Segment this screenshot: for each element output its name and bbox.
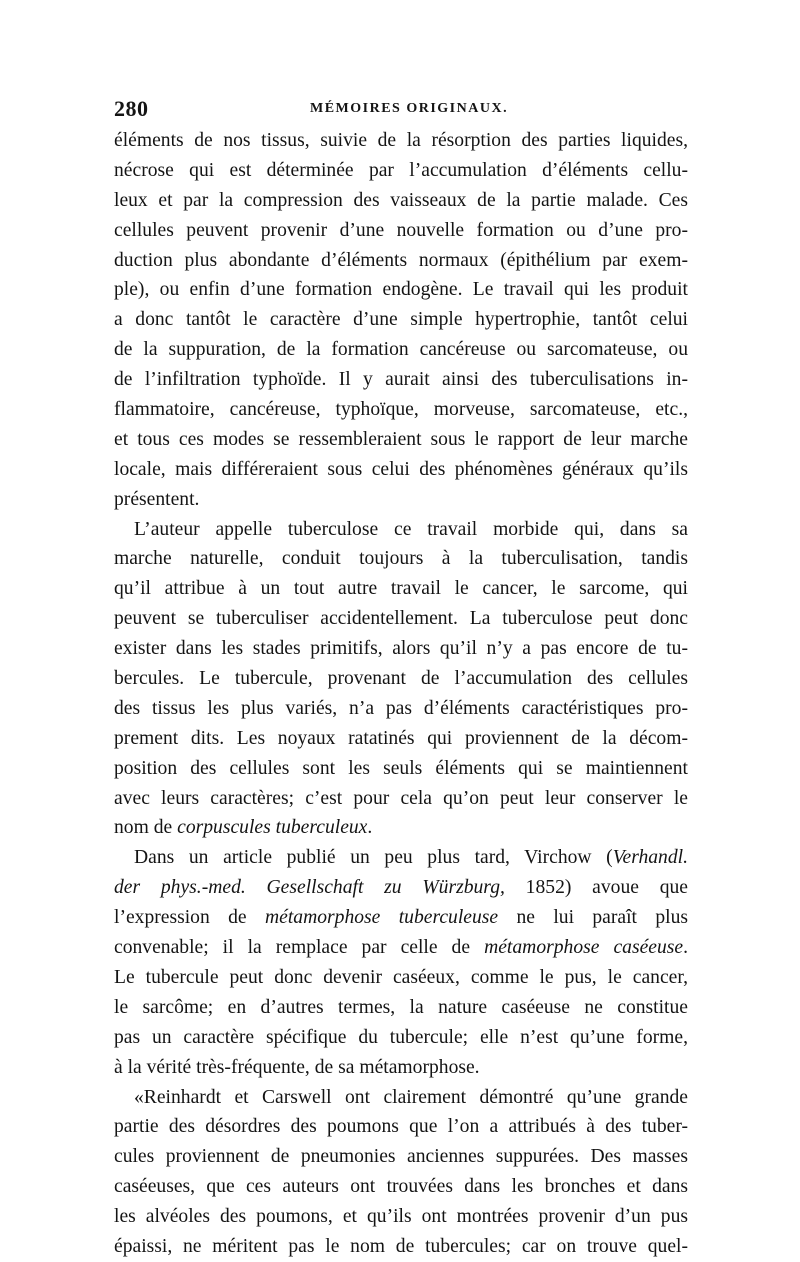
text-line: [114, 993, 688, 1023]
text-line: [114, 1112, 688, 1142]
text-line: [114, 724, 688, 754]
text-line: [114, 156, 688, 186]
italic-text: métamorphose tuberculeuse: [264, 907, 499, 929]
text-segment: partie des désordres des poumons que l’on a attribués à des tuber-: [114, 1116, 688, 1138]
text-segment: cules proviennent de pneumonies anciennes suppurées. Des masses: [114, 1146, 688, 1168]
text-line: [114, 1202, 688, 1232]
text-segment: flammatoire, cancéreuse, typhoïque, morveuse, sarcomateuse, etc.,: [114, 399, 688, 421]
text-line: [114, 216, 688, 246]
text-segment: de l’infiltration typhoïde. Il y aurait ainsi des tuberculisations in-: [114, 369, 688, 391]
text-line: [114, 186, 688, 216]
page-number: 280: [114, 96, 149, 121]
text-segment: convenable; il la remplace par celle de: [114, 937, 485, 959]
italic-text: Verhandl.: [612, 847, 688, 869]
text-segment: exister dans les stades primitifs, alors qu’il n’y a pas encore de tu-: [114, 638, 688, 660]
running-head: [114, 96, 688, 126]
text-line: [114, 126, 688, 156]
running-title: MÉMOIRES ORIGINAUX.: [310, 101, 509, 116]
text-segment: a donc tantôt le caractère d’une simple hypertrophie, tantôt celui: [114, 309, 688, 331]
italic-text: der phys.-med. Gesellschaft zu Würzburg,: [114, 877, 505, 899]
text-line: [114, 694, 688, 724]
text-line: [114, 455, 688, 485]
text-line: [114, 515, 688, 545]
text-segment: pas un caractère spécifique du tubercule; elle n’est qu’une forme,: [114, 1026, 688, 1048]
text-segment: locale, mais différeraient sous celui des phénomènes généraux qu’ils: [114, 458, 688, 480]
text-segment: nécrose qui est déterminée par l’accumulation d’éléments cellu-: [114, 159, 688, 181]
text-segment: bercules. Le tubercule, provenant de l’accumulation des cellules: [114, 668, 688, 690]
document-page: [114, 96, 688, 1262]
text-line: [114, 754, 688, 784]
text-segment: L’auteur appelle tuberculose ce travail morbide qui, dans sa: [134, 518, 688, 540]
text-segment: qu’il attribue à un tout autre travail le cancer, le sarcome, qui: [114, 578, 688, 600]
text-line: [114, 873, 688, 903]
text-line: [114, 843, 688, 873]
text-line: [114, 664, 688, 694]
italic-text: métamorphose caséeuse: [484, 937, 684, 959]
text-line: [114, 604, 688, 634]
text-segment: de la suppuration, de la formation cancéreuse ou sarcomateuse, ou: [114, 339, 688, 361]
text-line: [114, 963, 688, 993]
text-line: [114, 1142, 688, 1172]
text-line: [114, 1023, 688, 1053]
text-line: [114, 784, 688, 814]
text-line: [114, 275, 688, 305]
text-line: [114, 1232, 688, 1262]
text-line: [114, 544, 688, 574]
text-segment: «Reinhardt et Carswell ont clairement démontré qu’une grande: [134, 1086, 688, 1108]
text-segment: marche naturelle, conduit toujours à la tuberculisation, tandis: [114, 548, 688, 570]
text-line: [114, 335, 688, 365]
text-line: [114, 1053, 688, 1083]
text-line: [114, 813, 688, 843]
text-segment: peuvent se tuberculiser accidentellement. La tuberculose peut donc: [114, 608, 688, 630]
text-segment: cellules peuvent provenir d’une nouvelle formation ou d’une pro-: [114, 219, 688, 241]
text-segment: le sarcôme; en d’autres termes, la nature caséeuse ne constitue: [114, 996, 688, 1018]
text-line: [114, 933, 688, 963]
text-line: [114, 903, 688, 933]
text-segment: à la vérité très-fréquente, de sa métamorphose.: [114, 1056, 480, 1078]
text-segment: les alvéoles des poumons, et qu’ils ont montrées provenir d’un pus: [114, 1206, 688, 1228]
text-segment: des tissus les plus variés, n’a pas d’éléments caractéristiques pro-: [114, 697, 688, 719]
text-segment: Le tubercule peut donc devenir caséeux, comme le pus, le cancer,: [114, 966, 688, 988]
text-segment: éléments de nos tissus, suivie de la résorption des parties liquides,: [114, 130, 688, 151]
text-segment: ne lui paraît plus: [498, 907, 688, 929]
text-segment: Dans un article publié un peu plus tard, Virchow (: [134, 847, 613, 869]
text-segment: ple), ou enfin d’une formation endogène. Le travail qui les produit: [114, 279, 688, 301]
text-line: [114, 425, 688, 455]
text-line: [114, 574, 688, 604]
italic-text: corpuscules tuberculeux: [177, 817, 368, 839]
text-segment: .: [683, 937, 689, 959]
text-line: [114, 634, 688, 664]
text-line: [114, 1083, 688, 1113]
text-segment: l’expression de: [114, 907, 265, 929]
text-segment: nom de: [114, 817, 178, 839]
text-line: [114, 485, 688, 515]
body-text: [114, 126, 688, 1262]
text-line: [114, 395, 688, 425]
text-segment: épaissi, ne méritent pas le nom de tubercules; car on trouve quel-: [114, 1235, 688, 1257]
text-segment: prement dits. Les noyaux ratatinés qui proviennent de la décom-: [114, 727, 688, 749]
text-segment: caséeuses, que ces auteurs ont trouvées dans les bronches et dans: [114, 1176, 688, 1198]
text-segment: .: [367, 817, 373, 839]
text-segment: position des cellules sont les seuls éléments qui se maintiennent: [114, 757, 688, 779]
text-segment: leux et par la compression des vaisseaux de la partie malade. Ces: [114, 189, 688, 211]
text-segment: duction plus abondante d’éléments normaux (épithélium par exem-: [114, 249, 688, 271]
text-line: [114, 1172, 688, 1202]
text-line: [114, 305, 688, 335]
text-segment: avec leurs caractères; c’est pour cela qu’on peut leur conserver le: [114, 787, 688, 809]
text-segment: présentent.: [114, 488, 200, 510]
text-line: [114, 246, 688, 276]
text-segment: et tous ces modes se ressembleraient sous le rapport de leur marche: [114, 428, 688, 450]
text-line: [114, 365, 688, 395]
text-segment: 1852) avoue que: [504, 877, 688, 899]
